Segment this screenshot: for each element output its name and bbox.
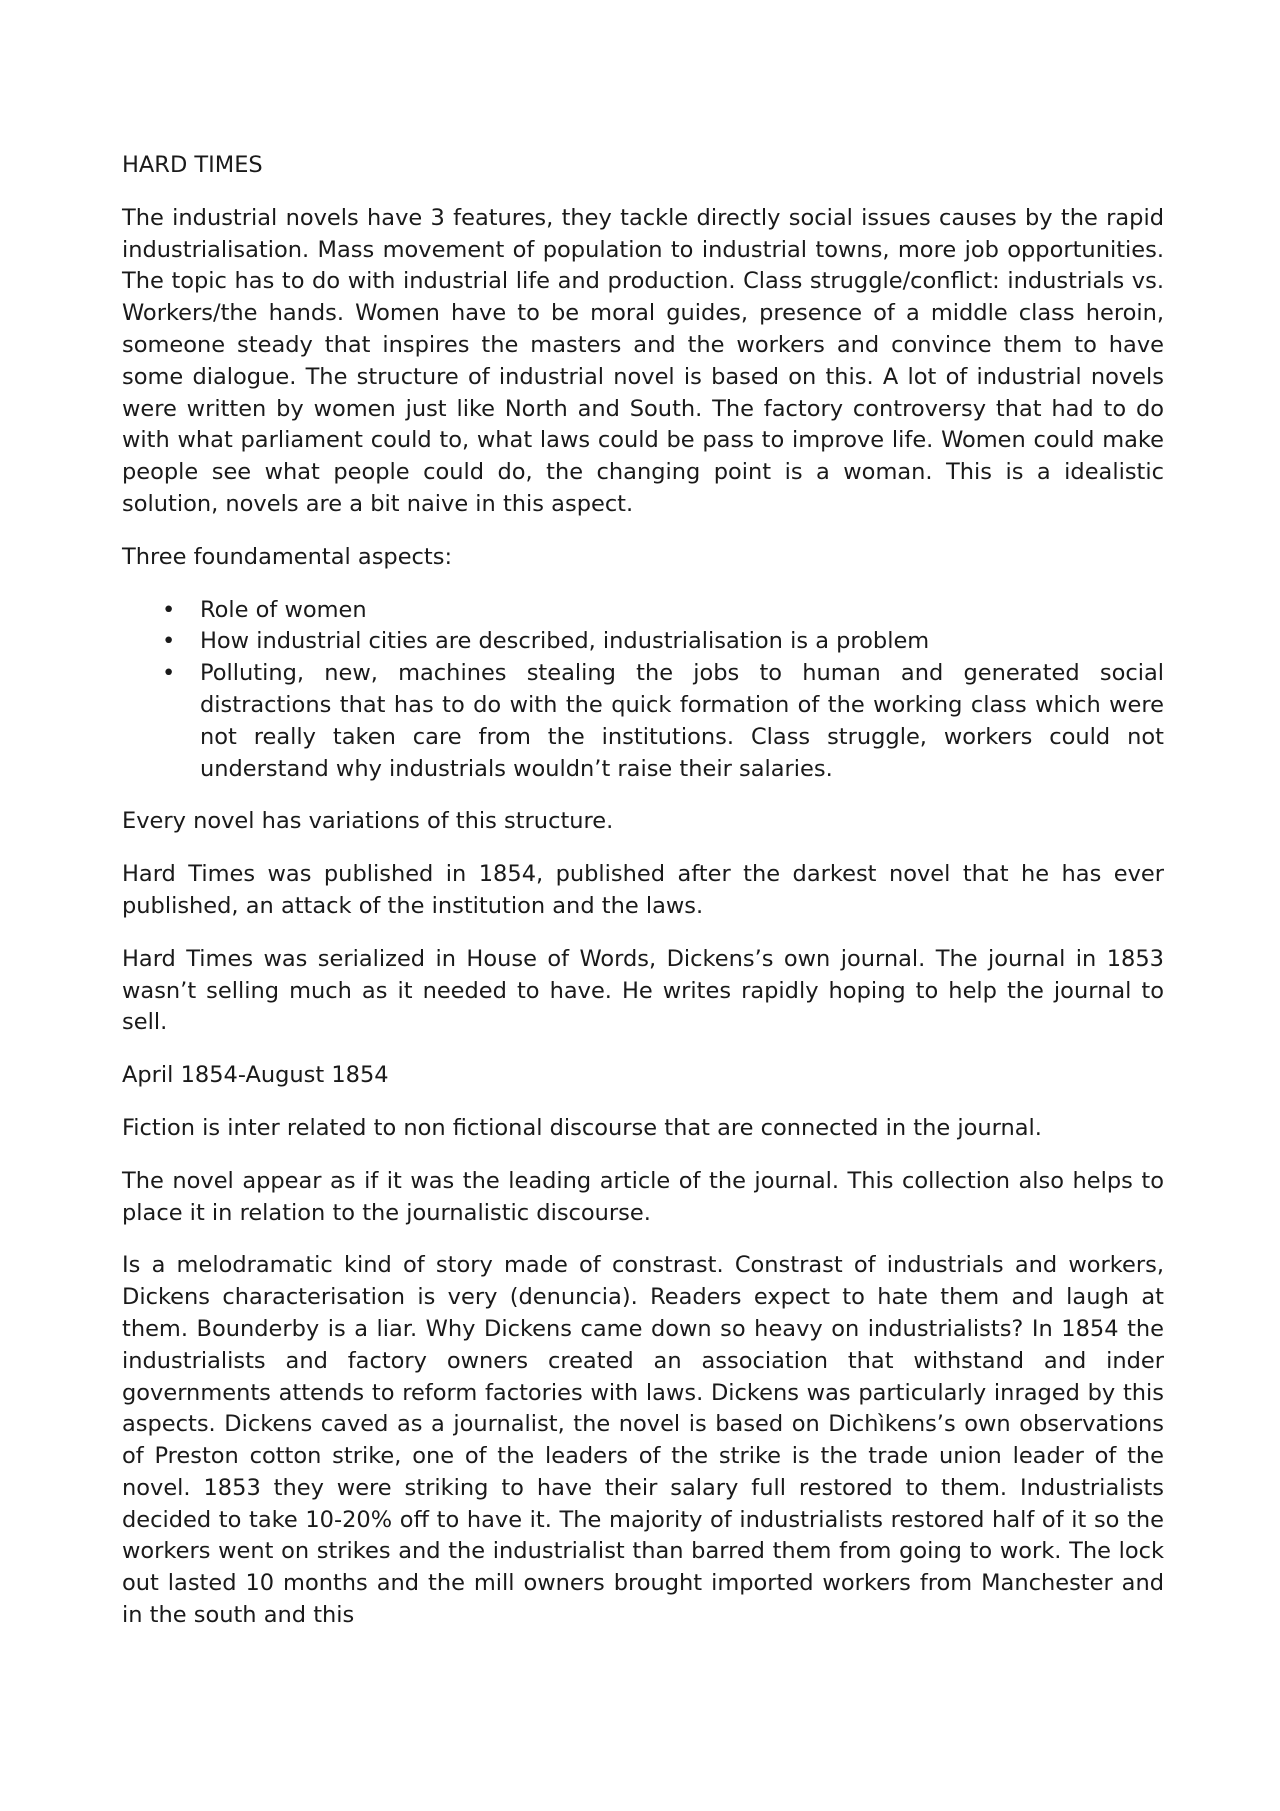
document-title: HARD TIMES (122, 152, 263, 178)
list-item-text: Role of women (200, 596, 367, 623)
bullet-icon: • (162, 596, 176, 623)
aspects-list (122, 595, 1164, 786)
document-body (122, 150, 1164, 1653)
bullet-icon: • (162, 628, 176, 655)
list-item (122, 626, 1164, 658)
paragraph-published: Hard Times was published in 1854, published after the darkest novel that he has ever published, an attack of the institution and the laws. (122, 861, 1164, 919)
paragraph-leading-article: The novel appear as if it was the leading article of the journal. This collection also helps to place it in relation to the journalistic discourse. (122, 1167, 1164, 1226)
list-item-text: How industrial cities are described, industrialisation is a problem (200, 628, 930, 655)
paragraph-industrial-novels: The industrial novels have 3 features, they tackle directly social issues causes by the rapid industrialisation. Mass movement of population to industrial towns, more job opportunities. The topic has to do with industrial life and production. Class struggle/conflict: industrials vs. Workers/the hands. Women have to be moral guides, presence of a middle class heroin, someone steady that inspires the masters and the workers and convince them to have some dialogue. The structure of industrial novel is based on this. A lot of industrial novels were written by women just like North and South. The factory controversy that had to do with what parliament could to, what laws could be pass to improve life. Women could make people see what people could do, the changing point is a woman. This is a idealistic solution, novels are a bit naive in this aspect. (122, 204, 1164, 517)
paragraph-fiction: Fiction is inter related to non fictional discourse that are connected in the journal. (122, 1114, 1042, 1141)
paragraph-variations: Every novel has variations of this structure. (122, 808, 614, 835)
bullet-icon: • (162, 660, 176, 687)
list-item (122, 595, 1164, 627)
paragraph-three-aspects: Three foundamental aspects: (122, 543, 453, 570)
paragraph-dates: April 1854-August 1854 (122, 1062, 389, 1089)
list-item-text: Polluting, new, machines stealing the jobs to human and generated social distractions that has to do with the quick formation of the working class which were not really taken care from the institutions. Class struggle, workers could not understand why industrials wouldn’t raise their salaries. (200, 660, 1164, 782)
paragraph-serialized: Hard Times was serialized in House of Words, Dickens’s own journal. The journal in 1853 wasn’t selling much as it needed to have. He writes rapidly hoping to help the journal to sell. (122, 945, 1164, 1036)
paragraph-melodramatic: Is a melodramatic kind of story made of constrast. Constrast of industrials and workers, Dickens characterisation is very (denuncia). Readers expect to hate them and laugh at them. Bounderby is a liar. Why Dickens came down so heavy on industrialists? In 1854 the industrialists and factory owners created an association that withstand and inder governments attends to reform factories with laws. Dickens was particularly inraged by this aspects. Dickens caved as a journalist, the novel is based on Dichìkens’s own observations of Preston cotton strike, one of the leaders of the strike is the trade union leader of the novel. 1853 they were striking to have their salary full restored to them. Industrialists decided to take 10-20% off to have it. The majority of industrialists restored half of it so the workers went on strikes and the industrialist than barred them from going to work. The lock out lasted 10 months and the mill owners brought imported workers from Manchester and in the south and this (122, 1252, 1164, 1629)
list-item (122, 658, 1164, 785)
